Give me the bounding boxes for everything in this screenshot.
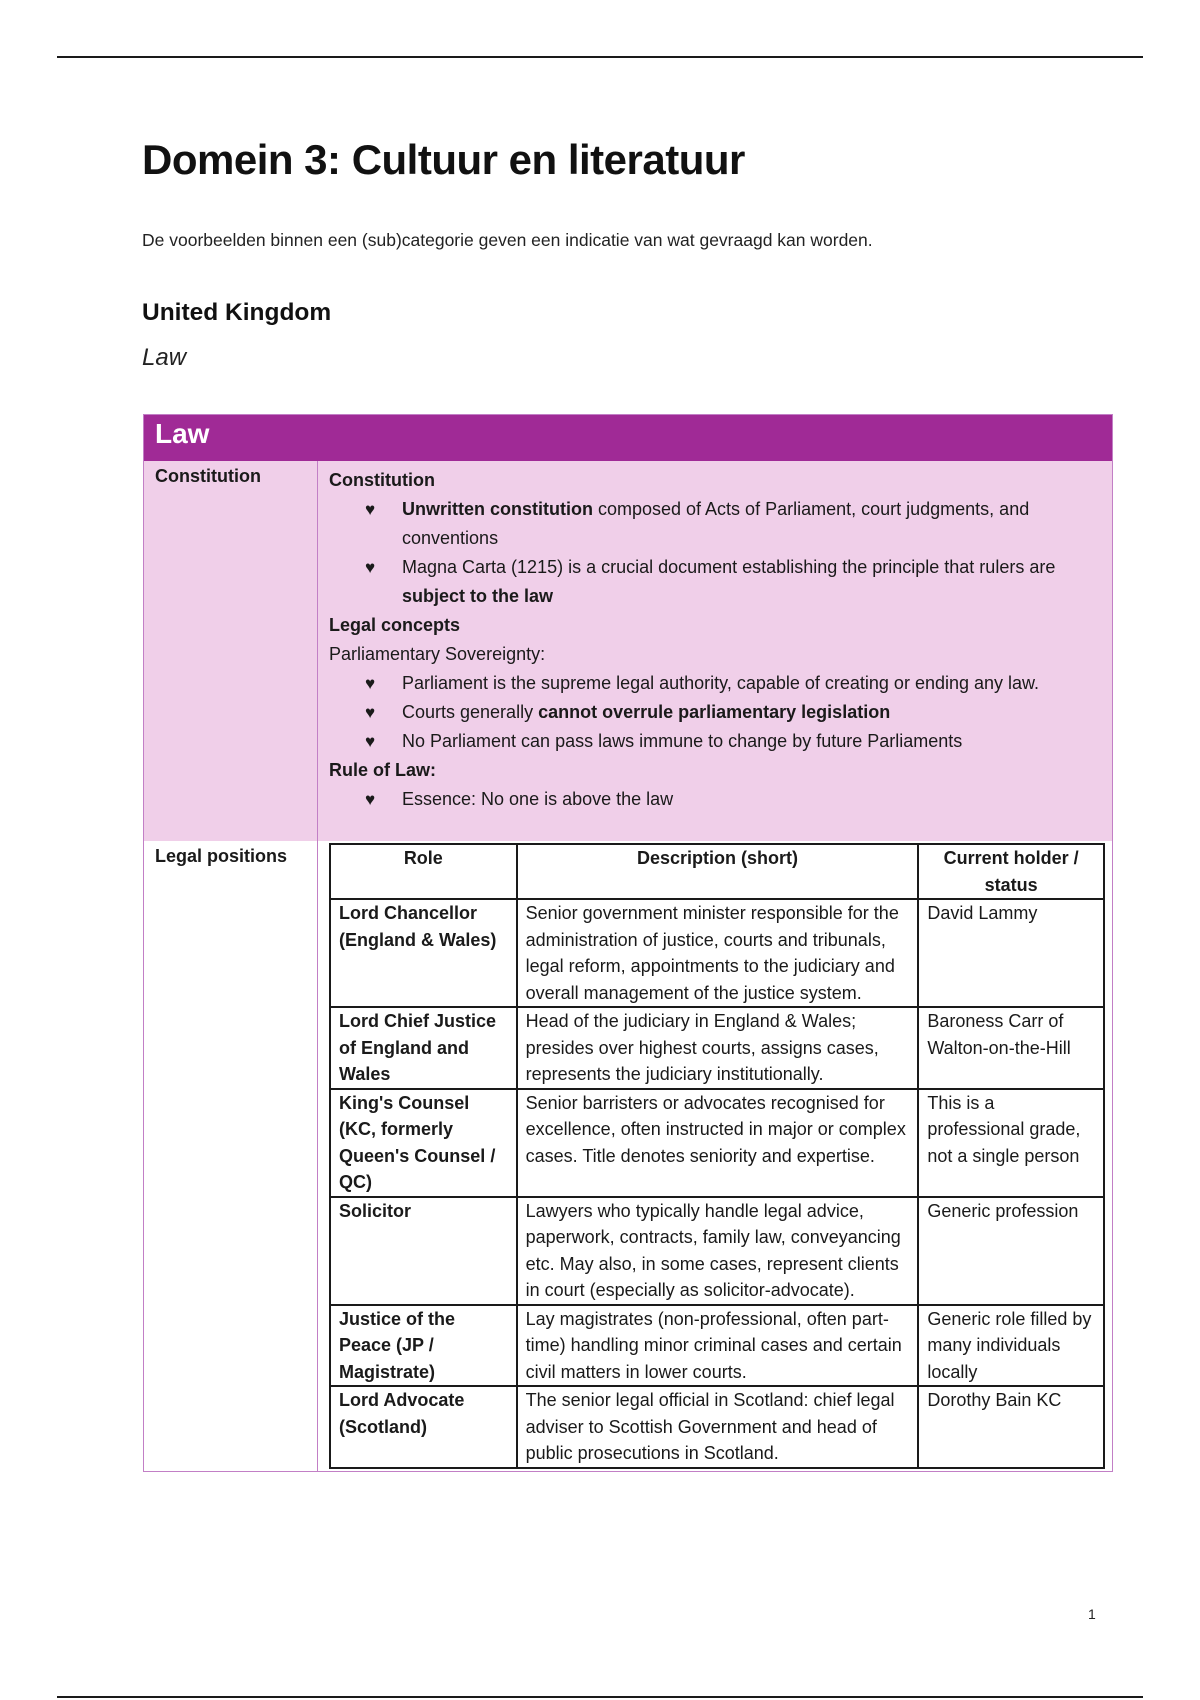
constitution-row [144, 461, 1112, 841]
list-item [329, 553, 1102, 611]
bullet-text: No Parliament can pass laws immune to change by future Parliaments [402, 731, 963, 751]
rule-of-law-list [329, 785, 1102, 814]
section-heading: United Kingdom [142, 299, 332, 326]
heart-bullet-icon: ♥ [365, 674, 376, 693]
column-header-description: Description (short) [517, 844, 919, 899]
heart-bullet-icon: ♥ [365, 558, 376, 577]
heart-bullet-icon: ♥ [365, 790, 376, 809]
constitution-heading: Constitution [329, 470, 435, 490]
constitution-label: Constitution [144, 461, 318, 841]
holder-cell: Generic profession [918, 1197, 1104, 1305]
list-item [329, 495, 1102, 553]
top-rule [57, 56, 1143, 58]
sovereignty-list [329, 669, 1102, 756]
legal-positions-row [144, 841, 1112, 1471]
role-cell: King's Counsel (KC, formerly Queen's Counsel / QC) [330, 1089, 517, 1197]
intro-text: De voorbeelden binnen een (sub)categorie geven een indicatie van wat gevraagd kan worden. [142, 230, 873, 250]
rule-of-law-heading: Rule of Law: [329, 760, 436, 780]
legal-positions-content [318, 841, 1115, 1471]
table-row [330, 1386, 1104, 1468]
column-header-role: Role [330, 844, 517, 899]
description-cell: Senior barristers or advocates recognised for excellence, often instructed in major or complex cases. Title denotes seniority and expertise. [517, 1089, 919, 1197]
holder-cell: Dorothy Bain KC [918, 1386, 1104, 1468]
bullet-bold-text: subject to the law [402, 586, 554, 606]
constitution-list [329, 495, 1102, 611]
bullet-bold-text: Unwritten constitution [402, 499, 593, 519]
role-cell: Lord Advocate (Scotland) [330, 1386, 517, 1468]
table-row [330, 1305, 1104, 1387]
heart-bullet-icon: ♥ [365, 500, 376, 519]
list-item [329, 727, 1102, 756]
table-header-row [330, 844, 1104, 899]
list-item [329, 669, 1102, 698]
table-row [330, 1197, 1104, 1305]
list-item [329, 698, 1102, 727]
table-row [330, 1089, 1104, 1197]
sovereignty-label: Parliamentary Sovereignty: [329, 644, 546, 664]
description-cell: Lay magistrates (non-professional, often part-time) handling minor criminal cases and certain civil matters in lower courts. [517, 1305, 919, 1387]
list-item [329, 785, 1102, 814]
heart-bullet-icon: ♥ [365, 732, 376, 751]
positions-table [329, 843, 1105, 1469]
table-row [330, 1007, 1104, 1089]
description-cell: Lawyers who typically handle legal advice, paperwork, contracts, family law, conveyancing etc. May also, in some cases, represent clients in court (especially as solicitor-advocate). [517, 1197, 919, 1305]
role-cell: Justice of the Peace (JP / Magistrate) [330, 1305, 517, 1387]
heart-bullet-icon: ♥ [365, 703, 376, 722]
constitution-content [318, 461, 1112, 841]
page-title: Domein 3: Cultuur en literatuur [142, 136, 745, 183]
bullet-text: Essence: No one is above the law [402, 789, 674, 809]
law-table-header: Law [144, 415, 1112, 461]
holder-cell: Baroness Carr of Walton-on-the-Hill [918, 1007, 1104, 1089]
legal-positions-label: Legal positions [144, 841, 318, 1471]
table-row [330, 899, 1104, 1007]
legal-concepts-heading: Legal concepts [329, 615, 461, 635]
bullet-text: Magna Carta (1215) is a crucial document establishing the principle that rulers are [402, 557, 1056, 577]
description-cell: Senior government minister responsible for the administration of justice, courts and tribunals, legal reform, appointments to the judiciary and overall management of the justice system. [517, 899, 919, 1007]
description-cell: Head of the judiciary in England & Wales; presides over highest courts, assigns cases, represents the judiciary institutionally. [517, 1007, 919, 1089]
holder-cell: This is a professional grade, not a single person [918, 1089, 1104, 1197]
role-cell: Lord Chancellor (England & Wales) [330, 899, 517, 1007]
holder-cell: Generic role filled by many individuals locally [918, 1305, 1104, 1387]
description-cell: The senior legal official in Scotland: chief legal adviser to Scottish Government and head of public prosecutions in Scotland. [517, 1386, 919, 1468]
bullet-text: composed of Acts of Parliament, court judgments, and conventions [402, 499, 1030, 548]
subsection-heading: Law [142, 344, 187, 371]
law-table [143, 414, 1113, 1472]
column-header-holder: Current holder / status [918, 844, 1104, 899]
bullet-bold-text: cannot overrule parliamentary legislation [538, 702, 891, 722]
page-number: 1 [1088, 1606, 1096, 1622]
role-cell: Lord Chief Justice of England and Wales [330, 1007, 517, 1089]
bullet-text: Parliament is the supreme legal authority, capable of creating or ending any law. [402, 673, 1040, 693]
holder-cell: David Lammy [918, 899, 1104, 1007]
bottom-rule [57, 1696, 1143, 1698]
role-cell: Solicitor [330, 1197, 517, 1305]
bullet-text: Courts generally [402, 702, 539, 722]
